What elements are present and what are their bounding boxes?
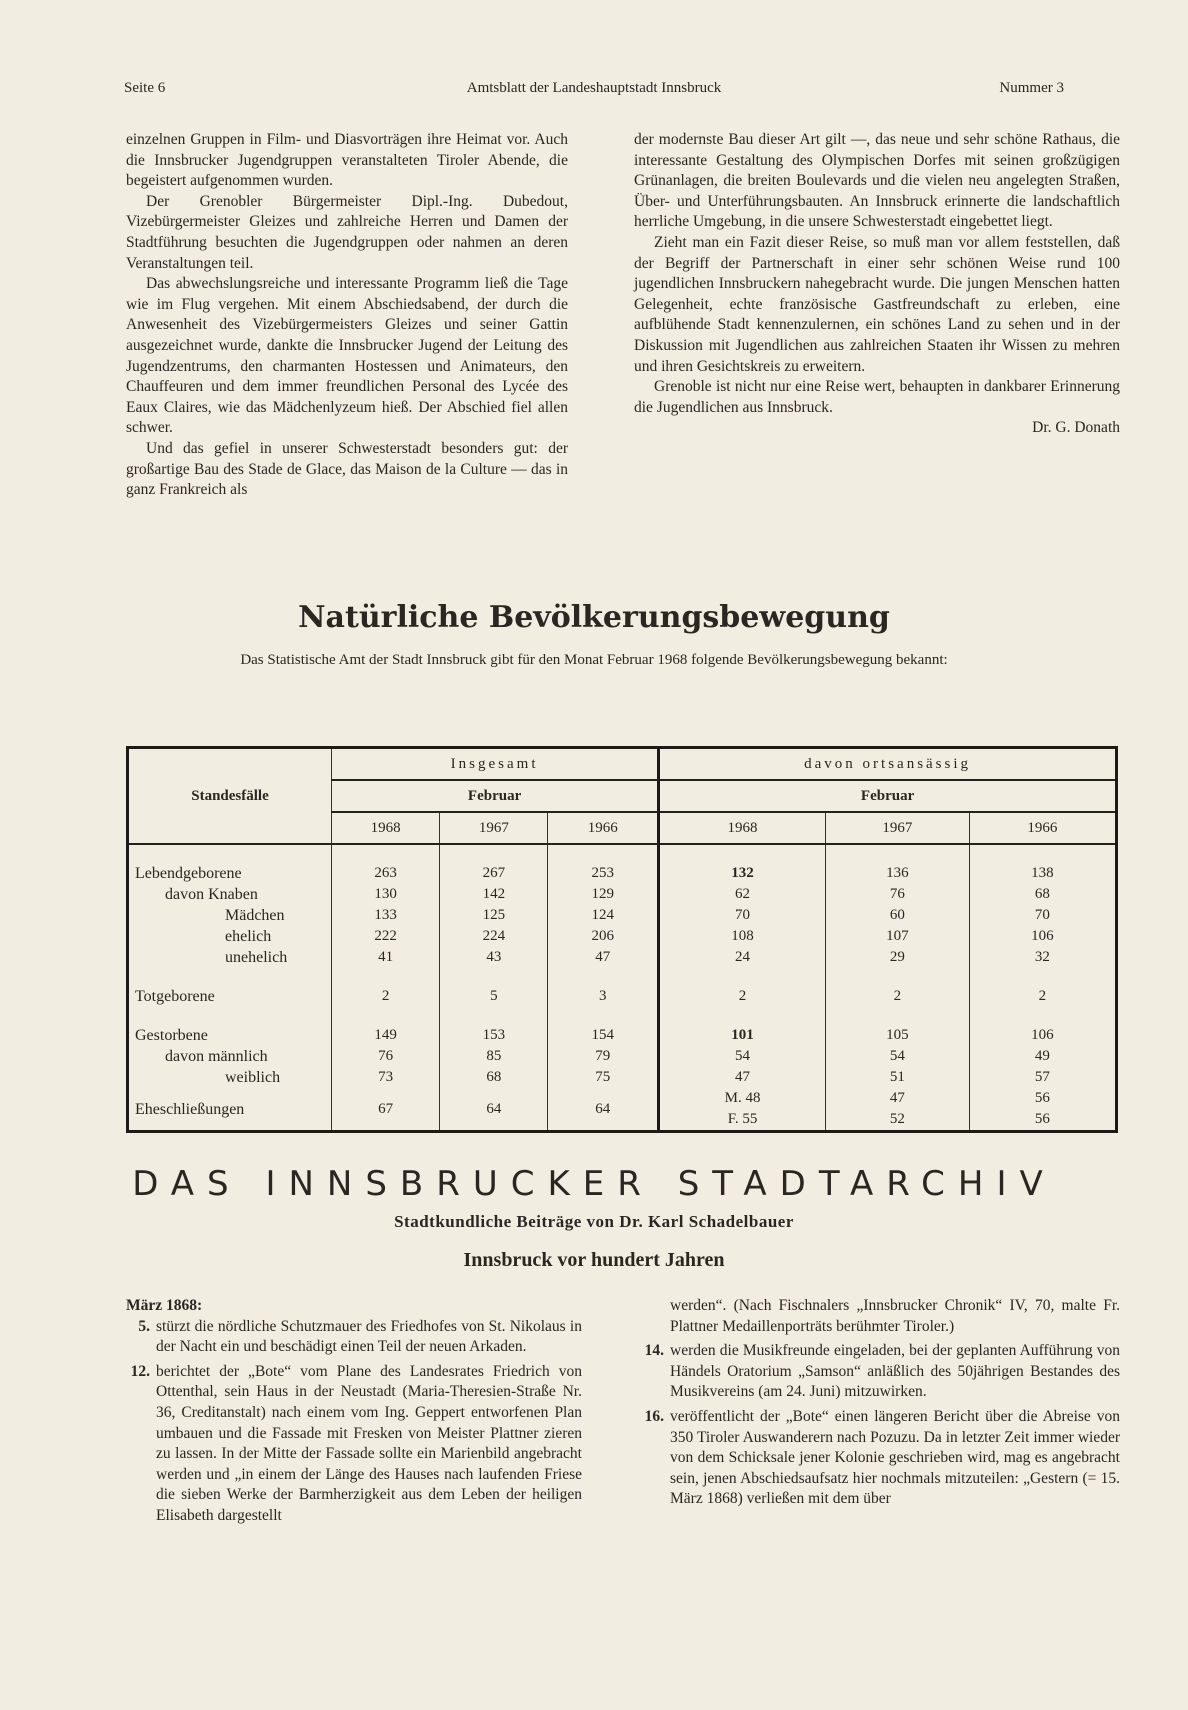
paragraph: Zieht man ein Fazit dieser Reise, so muß man vor allem feststellen, daß der Begriff der Partnerschaft in einer sehr schönen Weise rund 100 jugendlichen Innsbruckern nahegebracht wurde. Die jungen Menschen hatten Gelegenheit, echte französische Gastfreundschaft zu erleben, eine aufblühende Stadt kennenzulernen, ein schönes Land zu sehen und in der Diskussion mit Jugendlichen aus zahlreichen Staaten ihr Wissen zu mehren und ihren Gesichtskreis zu erweitern. [634, 233, 1120, 375]
table-row [128, 947, 1117, 968]
table-cell: 54 [659, 1046, 826, 1067]
paragraph: Und das gefiel in unserer Schwesterstadt besonders gut: der großartige Bau des Stade de Glace, das Maison de la Culture — das in ganz Frankreich als [126, 439, 568, 499]
table-cell: 2 [659, 986, 826, 1007]
table-cell: 2 [969, 986, 1116, 1007]
article-right-column [634, 130, 1120, 439]
table-cell: 54 [825, 1046, 969, 1067]
table-cell: 29 [825, 947, 969, 968]
table-cell: 57 [969, 1067, 1116, 1088]
table-cell: 138 [969, 863, 1116, 884]
table-cell: 224 [440, 926, 548, 947]
row-label: davon männlich [128, 1046, 332, 1067]
month-header: Februar [332, 780, 659, 812]
table-cell: 76 [825, 884, 969, 905]
table-cell: 68 [440, 1067, 548, 1088]
spacer-row [128, 844, 1117, 863]
row-label: ehelich [128, 926, 332, 947]
table-cell: 52 [825, 1109, 969, 1132]
author-signature: Dr. G. Donath [1032, 419, 1120, 437]
year-header: 1967 [440, 812, 548, 844]
table-cell: 67 [332, 1088, 440, 1132]
table-cell: 49 [969, 1046, 1116, 1067]
chronicle-entry [640, 1341, 1120, 1403]
paragraph: Grenoble ist nicht nur eine Reise wert, behaupten in dankbarer Erinnerung die Jugendlichen aus Innsbruck. [634, 378, 1120, 416]
article-left-column [126, 130, 568, 501]
entry-text: stürzt die nördliche Schutzmauer des Friedhofes von St. Nikolaus in der Nacht ein und beschädigt einen Teil der neuen Arkaden. [156, 1317, 582, 1356]
archive-section-title: Innsbruck vor hundert Jahren [463, 1249, 725, 1271]
table-cell: 107 [825, 926, 969, 947]
archive-subtitle: Stadtkundliche Beiträge von Dr. Karl Schadelbauer [394, 1212, 794, 1231]
table-cell: 124 [548, 905, 659, 926]
table-row [128, 926, 1117, 947]
table-cell: 64 [440, 1088, 548, 1132]
table-cell: 68 [969, 884, 1116, 905]
table-cell: 47 [548, 947, 659, 968]
table-cell: 47 [659, 1067, 826, 1088]
stats-title: Natürliche Bevölkerungsbewegung [298, 600, 890, 635]
table-cell: 136 [825, 863, 969, 884]
year-header: 1968 [659, 812, 826, 844]
table-cell: 149 [332, 1025, 440, 1046]
table-cell: 263 [332, 863, 440, 884]
table-cell: 253 [548, 863, 659, 884]
entry-day: 14. [644, 1342, 664, 1360]
col-header-standesfaelle: Standesfälle [128, 748, 332, 845]
table-cell: 76 [332, 1046, 440, 1067]
year-header: 1966 [969, 812, 1116, 844]
table-cell: 222 [332, 926, 440, 947]
table-cell: 79 [548, 1046, 659, 1067]
table-row [128, 986, 1117, 1007]
table-cell: 142 [440, 884, 548, 905]
table-cell: 75 [548, 1067, 659, 1088]
table-cell: 125 [440, 905, 548, 926]
chronicle-entry [126, 1362, 582, 1527]
table-cell: 70 [659, 905, 826, 926]
table-cell: 32 [969, 947, 1116, 968]
table-cell: 153 [440, 1025, 548, 1046]
group-header-resident: davon ortsansässig [659, 748, 1117, 781]
chronicle-entry [126, 1317, 582, 1358]
entry-day: 12. [130, 1362, 150, 1380]
table-cell: 43 [440, 947, 548, 968]
row-label: Gestorbene [128, 1025, 332, 1046]
table-cell: F. 55 [659, 1109, 826, 1132]
table-cell: 206 [548, 926, 659, 947]
table-cell: 3 [548, 986, 659, 1007]
table-cell: 56 [969, 1109, 1116, 1132]
table-cell: 133 [332, 905, 440, 926]
paragraph: Das abwechslungsreiche und interessante Programm ließ die Tage wie im Flug vergehen. Mit einem Abschiedsabend, der durch die Anwesenheit des Vizebürgermeisters Gleizes und seiner Gattin ausgezeichnet wurde, dankte die Innsbrucker Jugend der Leitung des Jugendzentrums, den charmanten Hostessen und Animateurs, den Chauffeuren und dem immer freundlichen Personal des Lycée des Eaux Claires, wie das Mädchenlyzeum hieß. Der Abschied fiel allen schwer. [126, 275, 568, 437]
table-cell: M. 48 [659, 1088, 826, 1109]
month-header: Februar [659, 780, 1117, 812]
table-cell: 56 [969, 1088, 1116, 1109]
archive-heading: DAS INNSBRUCKER STADTARCHIV [132, 1164, 1056, 1204]
entry-text: werden die Musikfreunde eingeladen, bei der geplanten Aufführung von Händels Oratorium „Samson“ anläßlich des 50jährigen Bestandes des Musikvereins (am 24. Juni) mitzuwirken. [670, 1342, 1120, 1401]
table-cell: 47 [825, 1088, 969, 1109]
table-cell: 24 [659, 947, 826, 968]
table-row [128, 863, 1117, 884]
table-cell: 132 [659, 863, 826, 884]
row-label: unehelich [128, 947, 332, 968]
table-cell: 130 [332, 884, 440, 905]
paragraph: einzelnen Gruppen in Film- und Diasvorträgen ihre Heimat vor. Auch die Innsbrucker Jugendgruppen veranstalteten Tiroler Abende, die begeistert aufgenommen wurden. [126, 131, 568, 190]
table-cell: 101 [659, 1025, 826, 1046]
entry-continuation: werden“. (Nach Fischnalers „Innsbrucker Chronik“ IV, 70, malte Fr. Plattner Medaillenporträts berühmter Tiroler.) [670, 1297, 1120, 1335]
table-cell: 267 [440, 863, 548, 884]
table-cell: 106 [969, 1025, 1116, 1046]
table-cell: 2 [825, 986, 969, 1007]
table-cell: 73 [332, 1067, 440, 1088]
year-header: 1966 [548, 812, 659, 844]
row-label: Totgeborene [128, 986, 332, 1007]
table-cell: 106 [969, 926, 1116, 947]
issue-number: Nummer 3 [999, 80, 1064, 96]
chronicle-entry [640, 1407, 1120, 1510]
table-row [128, 1067, 1117, 1088]
table-cell: 105 [825, 1025, 969, 1046]
year-header: 1967 [825, 812, 969, 844]
group-header-total: Insgesamt [332, 748, 659, 781]
table-cell: 129 [548, 884, 659, 905]
row-label: davon Knaben [128, 884, 332, 905]
row-label: Mädchen [128, 905, 332, 926]
publication-title: Amtsblatt der Landeshauptstadt Innsbruck [466, 80, 722, 96]
table-cell: 62 [659, 884, 826, 905]
table-cell: 64 [548, 1088, 659, 1132]
table-row [128, 884, 1117, 905]
table-cell: 5 [440, 986, 548, 1007]
entry-day: 16. [644, 1407, 664, 1425]
stats-intro: Das Statistische Amt der Stadt Innsbruck gibt für den Monat Februar 1968 folgende Bevölkerungsbewegung bekannt: [240, 652, 948, 668]
table-cell: 154 [548, 1025, 659, 1046]
table-cell: 85 [440, 1046, 548, 1067]
table-row [128, 1025, 1117, 1046]
entry-day: 5. [138, 1317, 150, 1335]
spacer-row [128, 968, 1117, 986]
table-cell: 51 [825, 1067, 969, 1088]
page-number: Seite 6 [124, 80, 166, 96]
paragraph: Der Grenobler Bürgermeister Dipl.-Ing. Dubedout, Vizebürgermeister Gleizes und zahlreiche Herren und Damen der Stadtführung besuchten die Jugendgruppen oder nahmen an deren Veranstaltungen teil. [126, 192, 568, 272]
archive-right-column [640, 1296, 1120, 1510]
table-row [128, 905, 1117, 926]
row-label: Eheschließungen [128, 1088, 332, 1132]
table-cell: 41 [332, 947, 440, 968]
archive-left-column [126, 1296, 582, 1527]
year-header: 1968 [332, 812, 440, 844]
table-cell: 108 [659, 926, 826, 947]
entry-text: veröffentlicht der „Bote“ einen längeren Bericht über die Abreise von 350 Tiroler Auswanderern nach Pozuzu. Da in letzter Zeit immer wieder von dem Schicksale jener Kolonie geschrieben wird, mag es angebracht sein, jenen Abschiedsaufsatz hier nochmals mitzuteilen: „Gestern (= 15. März 1868) verließen mit dem über [670, 1407, 1120, 1508]
row-label: Lebendgeborene [128, 863, 332, 884]
month-label: März 1868: [126, 1297, 203, 1314]
table-cell: 60 [825, 905, 969, 926]
spacer-row [128, 1007, 1117, 1025]
table-row [128, 1046, 1117, 1067]
row-label: weiblich [128, 1067, 332, 1088]
table-cell: 70 [969, 905, 1116, 926]
entry-text: berichtet der „Bote“ vom Plane des Landesrates Friedrich von Ottenthal, sein Haus in der Neustadt (Maria-Theresien-Straße Nr. 36, Creditanstalt) nach einem vom Ing. Geppert entworfenen Plan umbauen und die Fassade mit Fresken von Meister Plattner zieren zu lassen. In der Mitte der Fassade sollte ein Marienbild angebracht werden und „in einem der Länge des Hauses nach laufenden Friese die sieben Werke der Barmherzigkeit aus dem Leben der heiligen Elisabeth dargestellt [156, 1362, 582, 1524]
population-table [126, 746, 1118, 1133]
paragraph: der modernste Bau dieser Art gilt —, das neue und sehr schöne Rathaus, die interessante Gestaltung des Olympischen Dorfes mit seinen großzügigen Grünanlagen, die breiten Boulevards und die vielen neu angelegten Straßen, Über- und Unterführungsbauten. An Innsbruck erinnerte die landschaftlich herrliche Umgebung, in die unsere Schwesterstadt eingebettet liegt. [634, 131, 1120, 231]
table-row [128, 1088, 1117, 1109]
table-cell: 2 [332, 986, 440, 1007]
